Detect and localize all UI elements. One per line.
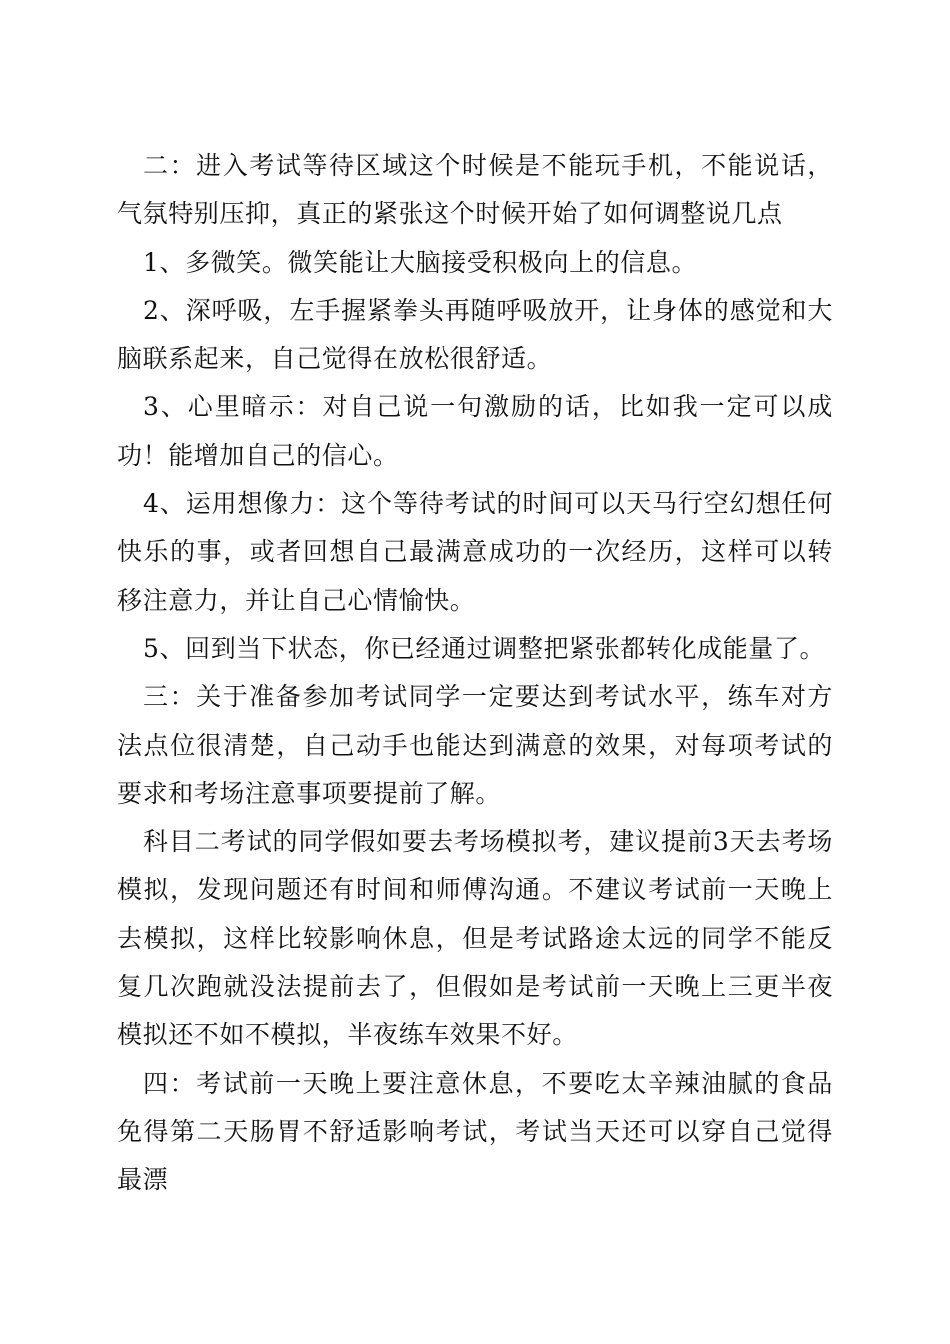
paragraph-tip-4: 4、运用想像力：这个等待考试的时间可以天马行空幻想任何快乐的事，或者回想自己最满意成功的一次经历，这样可以转移注意力，并让自己心情愉快。 [117, 489, 833, 615]
paragraph-tip-2: 2、深呼吸，左手握紧拳头再随呼吸放开，让身体的感觉和大脑联系起来，自己觉得在放松很舒适。 [117, 295, 833, 374]
paragraph-tip-3: 3、心里暗示：对自己说一句激励的话，比如我一定可以成功！能增加自己的信心。 [117, 392, 833, 470]
paragraph-section-three: 三：关于准备参加考试同学一定要达到考试水平，练车对方法点位很清楚，自己动手也能达到满意的效果，对每项考试的要求和考场注意事项要提前了解。 [117, 682, 833, 808]
paragraph-subject-two: 科目二考试的同学假如要去考场模拟考，建议提前3天去考场模拟，发现问题还有时间和师傅沟通。不建议考试前一天晚上去模拟，这样比较影响休息，但是考试路途太远的同学不能反复几次跑就没法提前去了，但假如是考试前一天晚上三更半夜模拟还不如不模拟，半夜练车效果不好。 [117, 827, 833, 1050]
paragraph-tip-1: 1、多微笑。微笑能让大脑接受积极向上的信息。 [143, 247, 698, 277]
paragraph-tip-5: 5、回到当下状态，你已经通过调整把紧张都转化成能量了。 [143, 633, 826, 663]
paragraph-section-four: 四：考试前一天晚上要注意休息，不要吃太辛辣油腻的食品免得第二天肠胃不舒适影响考试，考试当天还可以穿自己觉得最漂 [117, 1068, 833, 1195]
document-body [117, 142, 833, 1205]
paragraph-section-two: 二：进入考试等待区域这个时候是不能玩手机，不能说话，气氛特别压抑，真正的紧张这个时候开始了如何调整说几点 [117, 151, 833, 229]
